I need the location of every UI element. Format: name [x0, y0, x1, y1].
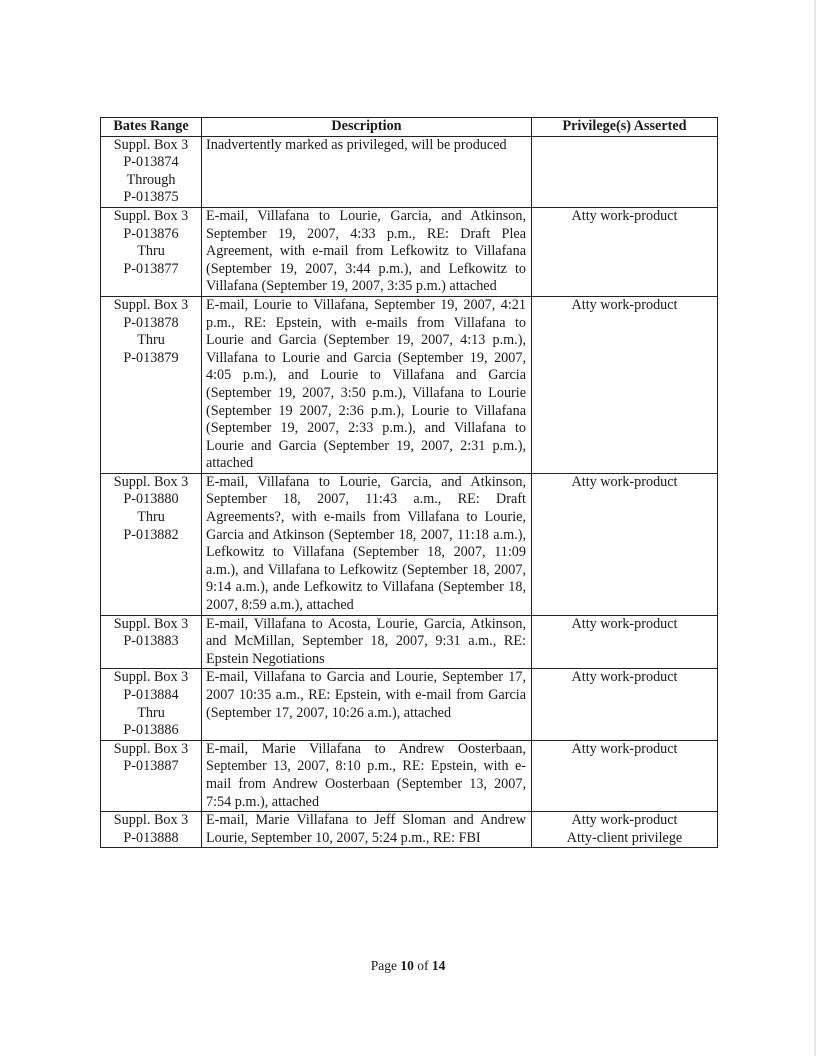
bates-range-cell: [101, 473, 202, 615]
description-cell: E-mail, Lourie to Villafana, September 19, 2007, 4:21 p.m., RE: Epstein, with e-mails from Villafana to Lourie and Garcia (September 19, 2007, 4:13 p.m.), Villafana to Lourie and Garcia (September 19, 2007, 4:05 p.m.), and Lourie to Villafana and Garcia (September 19, 2007, 3:50 p.m.), Villafana to Lourie (September 19 2007, 2:36 p.m.), Lourie to Villafana (September 19, 2007, 2:33 p.m.), and Villafana to Lourie and Garcia (September 19, 2007, 2:31 p.m.), attached: [202, 296, 532, 473]
table-row: [101, 812, 718, 848]
bates-range-cell: [101, 669, 202, 740]
bates-line: P-013882: [123, 526, 179, 543]
privilege-asserted: Atty work-product: [571, 207, 678, 224]
header-description: Description: [202, 118, 532, 137]
page-current-number: 10: [400, 958, 414, 973]
privilege-cell: [532, 207, 718, 296]
privilege-asserted: Atty work-product: [571, 473, 678, 490]
privilege-asserted: Atty work-product: [571, 669, 678, 686]
privilege-cell: [532, 669, 718, 740]
table-row: [101, 473, 718, 615]
description-cell: E-mail, Villafana to Lourie, Garcia, and Atkinson, September 18, 2007, 11:43 a.m., RE: Draft Agreements?, with e-mails from Villafana to Lourie, Garcia and Atkinson (September 18, 2007, 11:18 a.m.), Lefkowitz to Villafana (September 18, 2007, 11:09 a.m.), and Villafana to Lefkowitz (September 18, 2007, 9:14 a.m.), ande Lefkowitz to Villafana (September 18, 2007, 8:59 a.m.), attached: [202, 473, 532, 615]
table-row: [101, 669, 718, 740]
bates-line: P-013887: [123, 758, 179, 775]
bates-line: Suppl. Box 3: [113, 812, 189, 829]
bates-range-cell: [101, 136, 202, 207]
description-cell: E-mail, Villafana to Lourie, Garcia, and Atkinson, September 19, 2007, 4:33 p.m., RE: Draft Plea Agreement, with e-mail from Lefkowitz to Villafana (September 19, 2007, 3:44 p.m.), and Lefkowitz to Villafana (September 19, 2007, 3:35 p.m.) attached: [202, 207, 532, 296]
bates-line: Thru: [137, 704, 165, 721]
bates-line: Suppl. Box 3: [113, 136, 189, 153]
bates-line: Suppl. Box 3: [113, 740, 189, 757]
privilege-cell: [532, 812, 718, 848]
privilege-cell: [532, 473, 718, 615]
privilege-asserted: Atty work-product: [571, 296, 678, 313]
privilege-cell: [532, 296, 718, 473]
description-cell: E-mail, Villafana to Garcia and Lourie, September 17, 2007 10:35 a.m., RE: Epstein, with e-mail from Garcia (September 17, 2007, 10:26 a.m.), attached: [202, 669, 532, 740]
page-label: Page: [370, 958, 397, 973]
bates-line: P-013877: [123, 260, 179, 277]
page-of-label: of: [417, 958, 429, 973]
bates-line: Thru: [137, 332, 165, 349]
table-row: [101, 207, 718, 296]
privilege-asserted: Atty work-product: [571, 740, 678, 757]
privilege-asserted: Atty work-product: [571, 615, 678, 632]
bates-range-cell: [101, 296, 202, 473]
bates-line: Suppl. Box 3: [113, 473, 189, 490]
header-privileges-asserted: Privilege(s) Asserted: [532, 118, 718, 137]
bates-line: P-013884: [123, 687, 179, 703]
page-total-number: 14: [431, 958, 446, 973]
bates-line: P-013880: [123, 491, 179, 508]
bates-line: Suppl. Box 3: [113, 669, 189, 686]
bates-line: Thru: [137, 509, 165, 526]
bates-line: Suppl. Box 3: [113, 207, 189, 224]
bates-line: P-013886: [123, 722, 179, 739]
description-cell: E-mail, Marie Villafana to Andrew Oosterbaan, September 13, 2007, 8:10 p.m., RE: Epstein, with e-mail from Andrew Oosterbaan (September 13, 2007, 7:54 p.m.), attached: [202, 740, 532, 811]
privilege-cell: [532, 740, 718, 811]
table-row: [101, 296, 718, 473]
privilege-log-table-container: [100, 117, 717, 848]
bates-line: P-013888: [123, 829, 179, 846]
bates-line: P-013883: [123, 633, 179, 650]
bates-line: Suppl. Box 3: [113, 615, 189, 632]
header-bates-range: Bates Range: [101, 118, 202, 137]
privilege-asserted: Atty-client privilege: [566, 829, 683, 846]
bates-line: Suppl. Box 3: [113, 296, 189, 313]
bates-line: P-013879: [123, 349, 179, 366]
privilege-log-table: [100, 117, 718, 848]
bates-line: P-013878: [123, 314, 179, 331]
table-body: [101, 136, 718, 848]
bates-range-cell: [101, 740, 202, 811]
table-header-row: [101, 118, 718, 137]
page-footer: [0, 958, 816, 974]
bates-line: P-013876: [123, 225, 179, 242]
bates-range-cell: [101, 615, 202, 669]
description-cell: Inadvertently marked as privileged, will be produced: [202, 136, 532, 207]
table-row: [101, 615, 718, 669]
table-row: [101, 136, 718, 207]
bates-line: Through: [126, 171, 176, 188]
bates-line: Thru: [137, 243, 165, 260]
bates-range-cell: [101, 812, 202, 848]
bates-range-cell: [101, 207, 202, 296]
bates-line: P-013875: [123, 189, 179, 206]
description-cell: E-mail, Marie Villafana to Jeff Sloman and Andrew Lourie, September 10, 2007, 5:24 p.m., RE: FBI: [202, 812, 532, 848]
privilege-asserted: Atty work-product: [571, 812, 678, 829]
bates-line: P-013874: [123, 154, 179, 171]
privilege-cell: [532, 136, 718, 207]
privilege-cell: [532, 615, 718, 669]
table-row: [101, 740, 718, 811]
description-cell: E-mail, Villafana to Acosta, Lourie, Garcia, Atkinson, and McMillan, September 18, 2007, 9:31 a.m., RE: Epstein Negotiations: [202, 615, 532, 669]
